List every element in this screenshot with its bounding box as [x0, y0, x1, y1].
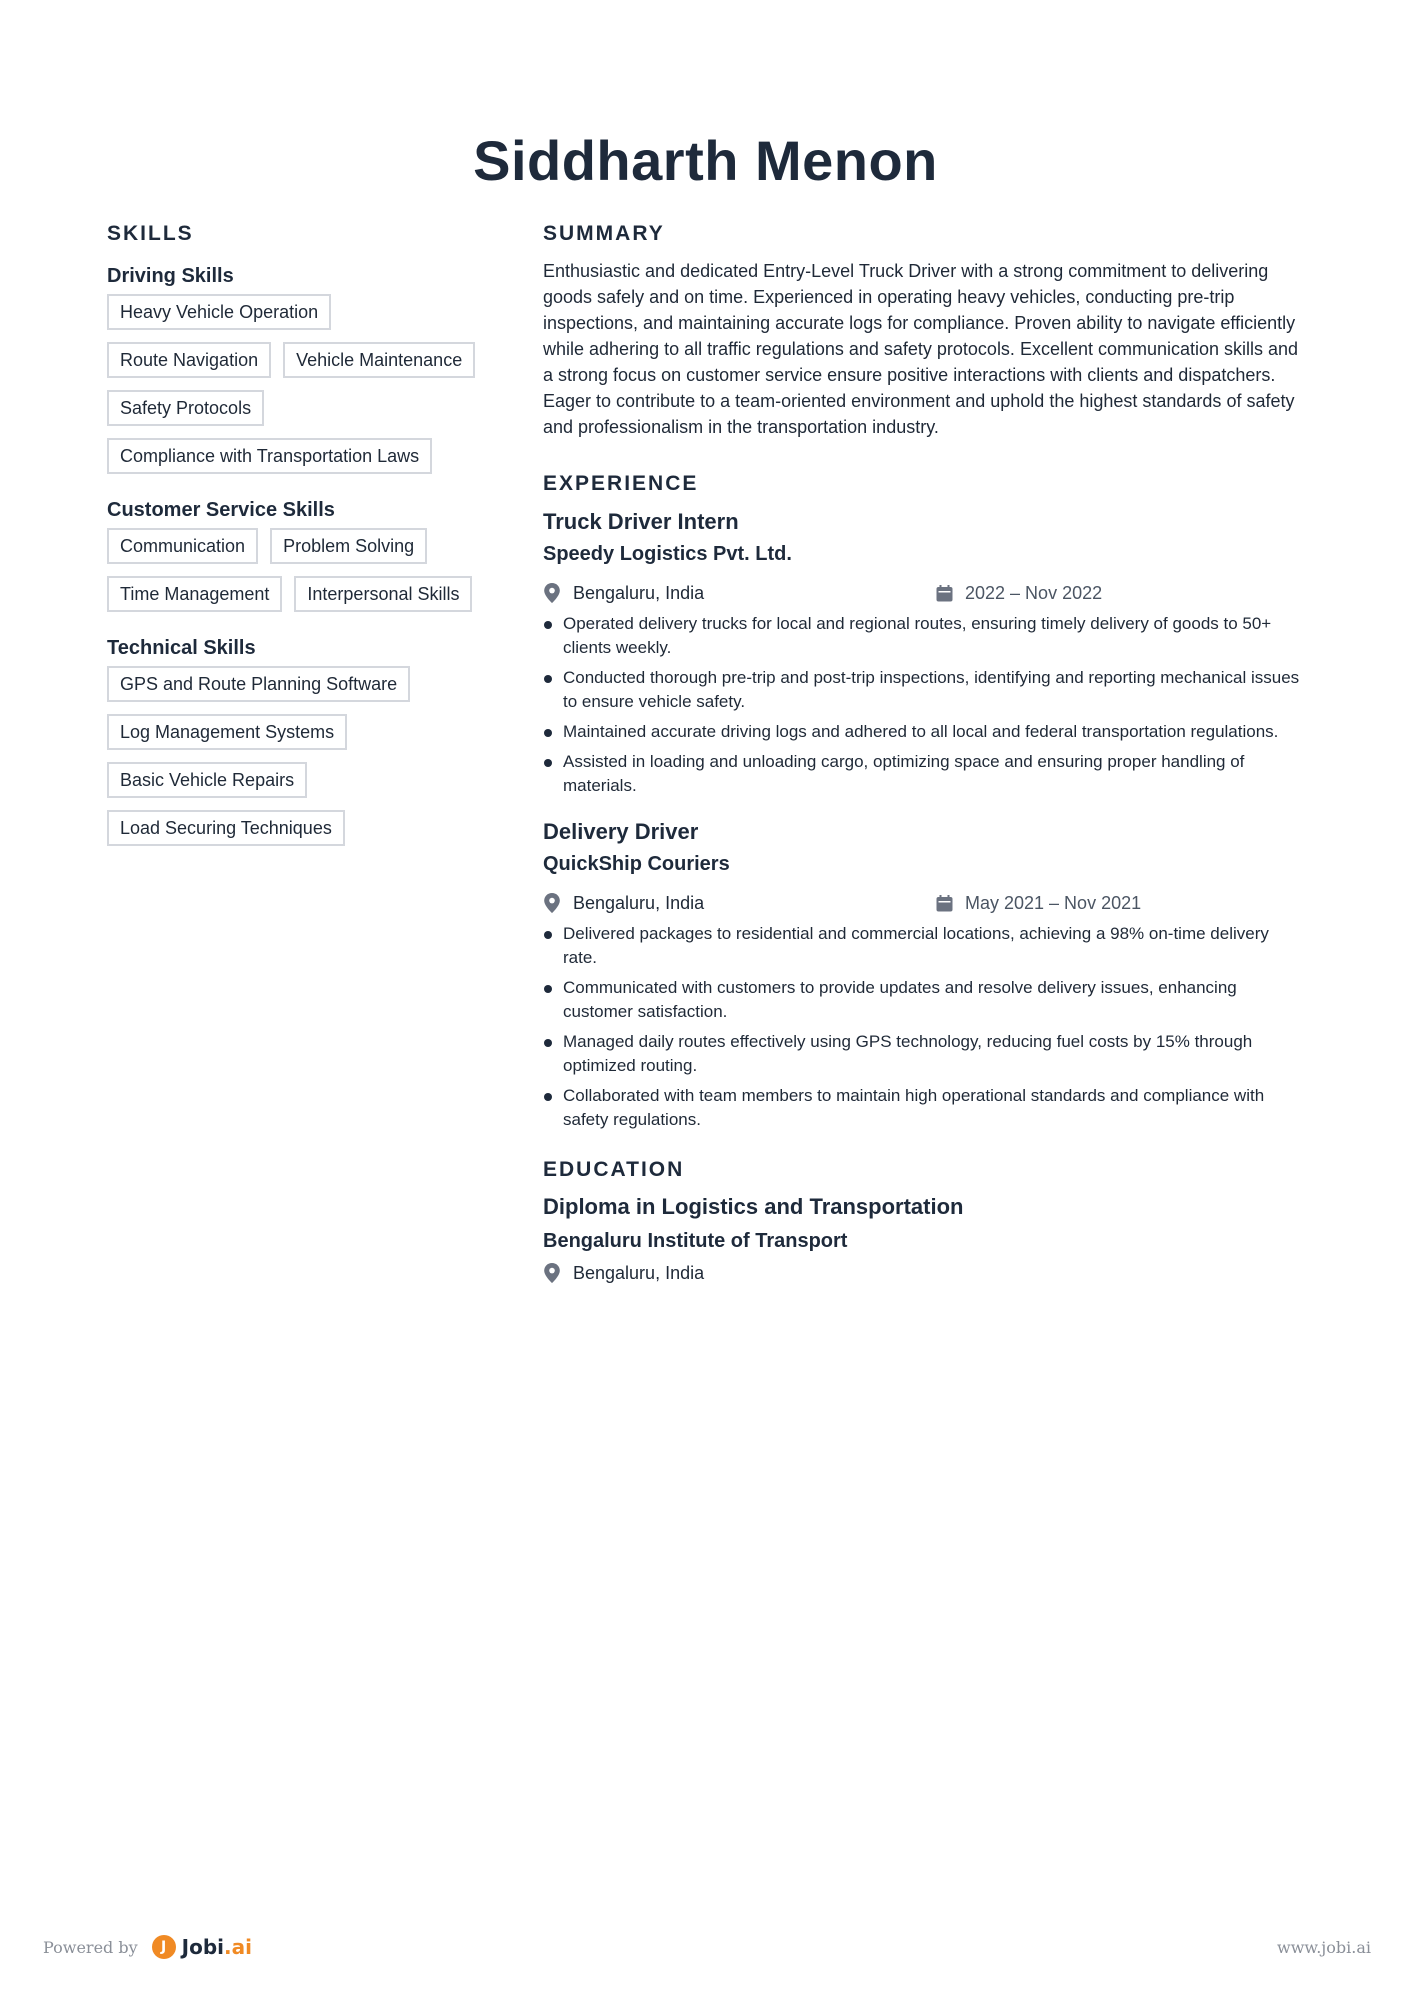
skill-tags [107, 666, 507, 846]
education-entry [543, 1190, 1303, 1288]
job-meta [543, 888, 1303, 918]
job-meta [543, 578, 1303, 608]
bullet-item: Conducted thorough pre-trip and post-trip inspections, identifying and reporting mechanical issues to ensure vehicle safety. [543, 666, 1303, 714]
skill-tag: Interpersonal Skills [294, 576, 472, 612]
location-text: Bengaluru, India [573, 892, 705, 913]
candidate-name: Siddharth Menon [473, 129, 938, 192]
skill-group-title: Customer Service Skills [107, 499, 335, 521]
bullet-item: Assisted in loading and unloading cargo, optimizing space and ensuring proper handling of materials. [543, 750, 1303, 798]
experience-heading: EXPERIENCE [543, 472, 699, 495]
skill-tags [107, 528, 507, 612]
skill-tag: Communication [107, 528, 258, 564]
calendar-icon [936, 585, 953, 602]
skill-tag: Heavy Vehicle Operation [107, 294, 331, 330]
summary-heading: SUMMARY [543, 222, 665, 245]
skill-tag: Time Management [107, 576, 282, 612]
skill-group-title: Driving Skills [107, 265, 234, 287]
logo-brand: Jobi [181, 1935, 224, 1959]
bullet-item: Maintained accurate driving logs and adhered to all local and federal transportation regulations. [543, 720, 1303, 744]
education-location [543, 1263, 936, 1284]
skill-tags [107, 294, 507, 474]
location-pin-icon [543, 893, 561, 913]
job-bullets [543, 922, 1303, 1132]
bullet-item: Collaborated with team members to maintain high operational standards and compliance with safety regulations. [543, 1084, 1303, 1132]
date-text: May 2021 – Nov 2021 [965, 892, 1142, 913]
education-heading: EDUCATION [543, 1158, 685, 1181]
skill-group [107, 496, 507, 612]
skill-tag: Vehicle Maintenance [283, 342, 475, 378]
skill-tag: Basic Vehicle Repairs [107, 762, 307, 798]
company-name: QuickShip Couriers [543, 853, 730, 875]
jobi-logo-text [182, 1935, 252, 1959]
location-text: Bengaluru, India [573, 582, 705, 603]
skill-group-title: Technical Skills [107, 637, 256, 659]
job-title: Truck Driver Intern [543, 509, 739, 534]
bullet-item: Communicated with customers to provide updates and resolve delivery issues, enhancing customer satisfaction. [543, 976, 1303, 1024]
job-dates [936, 893, 1141, 914]
skills-column [107, 220, 507, 868]
job-dates [936, 583, 1102, 604]
bullet-item: Managed daily routes effectively using GPS technology, reducing fuel costs by 15% through optimized routing. [543, 1030, 1303, 1078]
job-bullets [543, 612, 1303, 798]
powered-by-footer[interactable] [43, 1935, 252, 1959]
skill-tag: Compliance with Transportation Laws [107, 438, 432, 474]
location-pin-icon [543, 583, 561, 603]
school-name: Bengaluru Institute of Transport [543, 1230, 848, 1252]
location-text: Bengaluru, India [573, 1262, 705, 1283]
powered-by-text: Powered by [43, 1937, 138, 1957]
bullet-item: Delivered packages to residential and commercial locations, achieving a 98% on-time delivery rate. [543, 922, 1303, 970]
education-meta [543, 1258, 1303, 1288]
skill-tag: Route Navigation [107, 342, 271, 378]
skills-heading: SKILLS [107, 222, 194, 245]
skill-tag: Safety Protocols [107, 390, 264, 426]
website-link[interactable]: www.jobi.ai [1277, 1938, 1371, 1957]
job-title: Delivery Driver [543, 819, 699, 844]
skill-tag: GPS and Route Planning Software [107, 666, 410, 702]
skill-group [107, 634, 507, 846]
skill-tag: Problem Solving [270, 528, 427, 564]
main-column [543, 220, 1303, 1292]
degree-title: Diploma in Logistics and Transportation [543, 1194, 964, 1219]
bullet-item: Operated delivery trucks for local and regional routes, ensuring timely delivery of goods to 50+ clients weekly. [543, 612, 1303, 660]
job-location [543, 893, 936, 914]
jobi-logo-icon: J [152, 1935, 176, 1959]
skill-tag: Load Securing Techniques [107, 810, 345, 846]
company-name: Speedy Logistics Pvt. Ltd. [543, 543, 792, 565]
experience-entry [543, 816, 1303, 1132]
logo-suffix: .ai [224, 1935, 252, 1959]
experience-entry [543, 506, 1303, 798]
job-location [543, 583, 936, 604]
summary-text: Enthusiastic and dedicated Entry-Level Truck Driver with a strong commitment to delivering goods safely and on time. Experienced in operating heavy vehicles, conducting pre-trip inspections, and maintaining accurate logs for compliance. Proven ability to navigate efficiently while adhering to all traffic regulations and safety protocols. Excellent communication skills and a strong focus on customer service ensure positive interactions with clients and dispatchers. Eager to contribute to a team-oriented environment and uphold the highest standards of safety and professionalism in the transportation industry. [543, 261, 1299, 437]
location-pin-icon [543, 1263, 561, 1283]
date-text: 2022 – Nov 2022 [965, 582, 1103, 603]
skill-tag: Log Management Systems [107, 714, 347, 750]
calendar-icon [936, 895, 953, 912]
skill-group [107, 262, 507, 474]
